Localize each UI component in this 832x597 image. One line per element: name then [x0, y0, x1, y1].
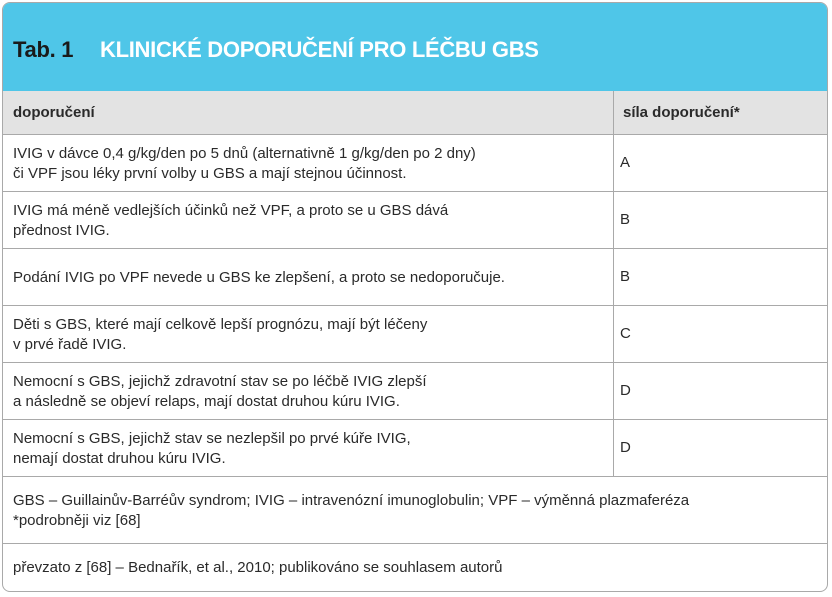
table-row [3, 306, 827, 363]
abbreviations-note [3, 477, 827, 544]
strength-grade: A [620, 154, 631, 171]
table-row [3, 420, 827, 477]
table-frame [2, 2, 828, 592]
column-header-strength: síla doporučení* [623, 104, 740, 121]
recommendation-text: Nemocní s GBS, jejichž zdravotní stav se po léčbě IVIG zlepší a následně se objeví relaps, mají dostat druhou kúru IVIG. [13, 373, 427, 410]
strength-grade: B [620, 211, 631, 228]
recommendation-text: IVIG v dávce 0,4 g/kg/den po 5 dnů (alternativně 1 g/kg/den po 2 dny) či VPF jsou léky první volby u GBS a mají stejnou účinnost. [13, 145, 476, 182]
source-text: převzato z [68] – Bednařík, et al., 2010; publikováno se souhlasem autorů [13, 559, 503, 576]
table-row [3, 192, 827, 249]
strength-grade: D [620, 382, 631, 399]
table-row [3, 363, 827, 420]
table-row [3, 135, 827, 192]
recommendation-text: Podání IVIG po VPF nevede u GBS ke zlepšení, a proto se nedoporučuje. [13, 269, 505, 286]
recommendation-text: Děti s GBS, které mají celkově lepší prognózu, mají být léčeny v prvé řadě IVIG. [13, 316, 428, 353]
table-number: Tab. 1 [13, 37, 74, 62]
table-heading: KLINICKÉ DOPORUČENÍ PRO LÉČBU GBS [100, 37, 539, 62]
source-note [3, 544, 827, 591]
abbreviations-text: GBS – Guillainův-Barréův syndrom; IVIG – intravenózní imunoglobulin; VPF – výměnná plazmaferéza *podrobněji viz [68] [13, 492, 690, 529]
table-row [3, 249, 827, 306]
table-title-bar [3, 3, 827, 91]
strength-grade: D [620, 439, 631, 456]
recommendation-text: Nemocní s GBS, jejichž stav se nezlepšil po prvé kúře IVIG, nemají dostat druhou kúru IVIG. [13, 430, 411, 467]
strength-grade: C [620, 325, 631, 342]
recommendation-text: IVIG má méně vedlejších účinků než VPF, a proto se u GBS dává přednost IVIG. [13, 202, 449, 239]
column-header-recommendation: doporučení [13, 104, 95, 121]
table-header-row [3, 91, 827, 135]
strength-grade: B [620, 268, 631, 285]
